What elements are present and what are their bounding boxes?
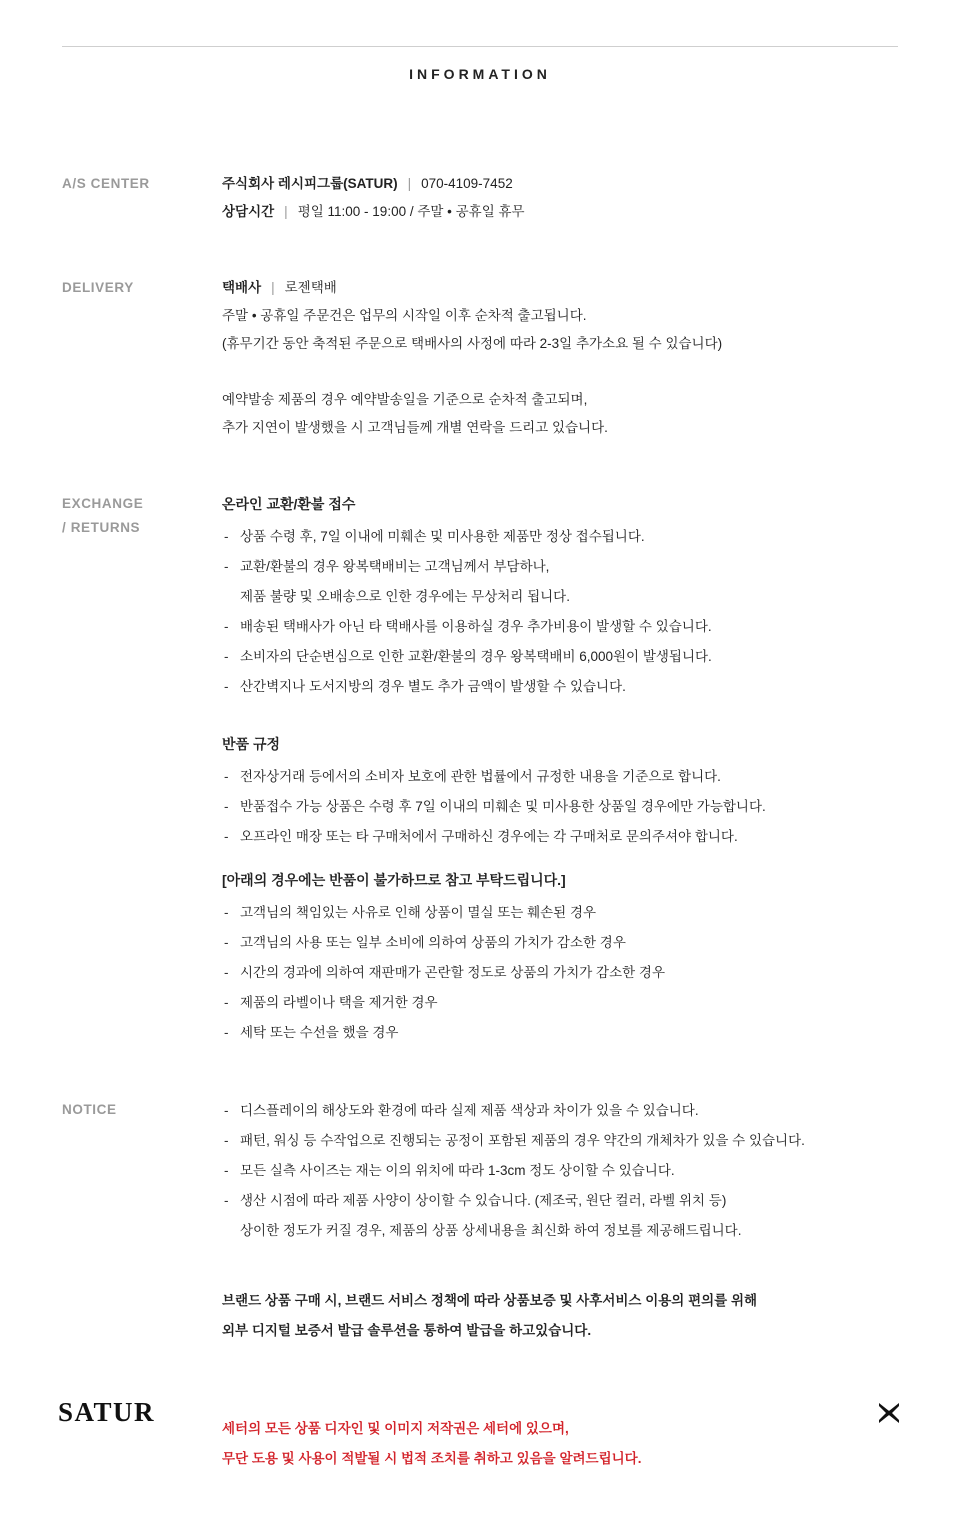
- list-item: [222, 1126, 880, 1156]
- as-center-company-line: [222, 170, 880, 198]
- brand-wordmark: SATUR: [58, 1397, 156, 1427]
- warranty-line-1: 브랜드 상품 구매 시, 브랜드 서비스 정책에 따라 상품보증 및 사후서비스 이용의 편의를 위해: [222, 1293, 758, 1308]
- list-item: [222, 522, 880, 552]
- notice-label-text: NOTICE: [62, 1102, 117, 1117]
- copyright-line-2: 무단 도용 및 사용이 적발될 시 법적 조치를 취하고 있음을 알려드립니다.: [222, 1451, 642, 1466]
- delivery-divider: |: [271, 280, 275, 295]
- exchange-label-line1: EXCHANGE: [62, 496, 144, 511]
- delivery-preorder-2: 추가 지연이 발생했을 시 고객님들께 개별 연락을 드리고 있습니다.: [222, 420, 608, 435]
- exchange-label-line2: / RETURNS: [62, 520, 141, 535]
- delivery-spacer: [222, 358, 880, 386]
- return-item-2: 반품접수 가능 상품은 수령 후 7일 이내의 미훼손 및 미사용한 상품일 경우에만 가능합니다.: [240, 799, 766, 814]
- return-policy-list: [222, 762, 880, 852]
- section-as-center: [0, 170, 960, 226]
- list-item: [222, 1096, 880, 1126]
- as-center-divider-2: |: [284, 204, 288, 219]
- online-refund-list: [222, 522, 880, 702]
- delivery-label-text: DELIVERY: [62, 280, 134, 295]
- impossible-item-2: 고객님의 사용 또는 일부 소비에 의하여 상품의 가치가 감소한 경우: [240, 935, 626, 950]
- page-footer: [0, 1378, 960, 1438]
- list-item: [222, 1186, 880, 1246]
- online-refund-heading: 온라인 교환/환불 접수: [222, 496, 356, 512]
- section-label-exchange-returns: [0, 490, 222, 540]
- notice-item-1: 디스플레이의 해상도와 환경에 따라 실제 제품 색상과 차이가 있을 수 있습니다.: [240, 1103, 699, 1118]
- as-center-hours-line: [222, 198, 880, 226]
- notice-item-4: 생산 시점에 따라 제품 사양이 상이할 수 있습니다. (제조국, 원단 컬러, 라벨 위치 등): [240, 1193, 727, 1208]
- list-item: [222, 988, 880, 1018]
- delivery-courier-label: 택배사: [222, 280, 262, 295]
- list-item: [222, 762, 880, 792]
- online-item-4: 소비자의 단순변심으로 인한 교환/환불의 경우 왕복택배비 6,000원이 발생됩니다.: [240, 649, 712, 664]
- list-item: [222, 928, 880, 958]
- list-item: [222, 822, 880, 852]
- list-item: [222, 552, 880, 612]
- impossible-item-4: 제품의 라벨이나 택을 제거한 경우: [240, 995, 438, 1010]
- satur-monogram-icon: [876, 1400, 902, 1426]
- section-body-delivery: [222, 274, 960, 442]
- online-item-5: 산간벽지나 도서지방의 경우 별도 추가 금액이 발생할 수 있습니다.: [240, 679, 626, 694]
- warranty-line-2: 외부 디지털 보증서 발급 솔루션을 통하여 발급을 하고있습니다.: [222, 1323, 592, 1338]
- return-impossible-heading: [아래의 경우에는 반품이 불가하므로 참고 부탁드립니다.]: [222, 872, 566, 888]
- page-title: INFORMATION: [409, 66, 551, 82]
- list-item: [222, 958, 880, 988]
- list-item: [222, 1156, 880, 1186]
- header-divider: [62, 46, 898, 47]
- as-center-hours-label: 상담시간: [222, 204, 275, 219]
- online-item-1: 상품 수령 후, 7일 이내에 미훼손 및 미사용한 제품만 정상 접수됩니다.: [240, 529, 645, 544]
- online-item-3: 배송된 택배사가 아닌 타 택배사를 이용하실 경우 추가비용이 발생할 수 있습니다.: [240, 619, 712, 634]
- return-impossible-list: [222, 898, 880, 1048]
- list-item: [222, 672, 880, 702]
- online-item-2: 교환/환불의 경우 왕복택배비는 고객님께서 부담하나,: [240, 559, 550, 574]
- as-center-divider-1: |: [407, 176, 412, 191]
- delivery-courier-line: [222, 274, 880, 302]
- notice-item-3: 모든 실측 사이즈는 재는 이의 위치에 따라 1-3cm 정도 상이할 수 있습니다.: [240, 1163, 675, 1178]
- delivery-preorder-1: 예약발송 제품의 경우 예약발송일을 기준으로 순차적 출고되며,: [222, 392, 588, 407]
- exchange-spacer-2: [222, 852, 880, 866]
- copyright-line-1: 세터의 모든 상품 디자인 및 이미지 저작권은 세터에 있으며,: [222, 1421, 569, 1436]
- delivery-courier-value: 로젠택배: [284, 280, 337, 295]
- warranty-note: [222, 1286, 880, 1346]
- section-label-as-center: [0, 170, 222, 196]
- delivery-note-1: 주말 • 공휴일 주문건은 업무의 시작일 이후 순차적 출고됩니다.: [222, 308, 587, 323]
- notice-spacer-1: [222, 1246, 880, 1286]
- list-item: [222, 898, 880, 928]
- list-item: [222, 1018, 880, 1048]
- notice-item-2: 패턴, 워싱 등 수작업으로 진행되는 공정이 포함된 제품의 경우 약간의 개체차가 있을 수 있습니다.: [240, 1133, 805, 1148]
- section-label-notice: [0, 1096, 222, 1122]
- exchange-spacer-1: [222, 702, 880, 730]
- information-content: [0, 170, 960, 1522]
- list-item: [222, 612, 880, 642]
- return-item-1: 전자상거래 등에서의 소비자 보호에 관한 법률에서 규정한 내용을 기준으로 합니다.: [240, 769, 721, 784]
- section-body-as-center: [222, 170, 960, 226]
- online-item-2-continued: 제품 불량 및 오배송으로 인한 경우에는 무상처리 됩니다.: [240, 589, 570, 604]
- as-center-label-text: A/S CENTER: [62, 176, 150, 191]
- notice-list: [222, 1096, 880, 1246]
- section-body-exchange-returns: [222, 490, 960, 1048]
- return-policy-heading: 반품 규정: [222, 736, 280, 752]
- delivery-note-2: (휴무기간 동안 축적된 주문으로 택배사의 사정에 따라 2-3일 추가소요 될 수 있습니다): [222, 336, 723, 351]
- as-center-phone: 070-4109-7452: [421, 176, 513, 191]
- section-delivery: [0, 274, 960, 442]
- section-exchange-returns: [0, 490, 960, 1048]
- section-label-delivery: [0, 274, 222, 300]
- impossible-item-3: 시간의 경과에 의하여 재판매가 곤란할 정도로 상품의 가치가 감소한 경우: [240, 965, 665, 980]
- impossible-item-1: 고객님의 책임있는 사유로 인해 상품이 멸실 또는 훼손된 경우: [240, 905, 597, 920]
- list-item: [222, 792, 880, 822]
- as-center-company: 주식회사 레시피그룹(SATUR): [222, 176, 398, 191]
- impossible-item-5: 세탁 또는 수선을 했을 경우: [240, 1025, 399, 1040]
- as-center-hours-value: 평일 11:00 - 19:00 / 주말 • 공휴일 휴무: [297, 204, 525, 219]
- list-item: [222, 642, 880, 672]
- return-item-3: 오프라인 매장 또는 타 구매처에서 구매하신 경우에는 각 구매처로 문의주셔야 합니다.: [240, 829, 738, 844]
- notice-item-4-continued: 상이한 정도가 커질 경우, 제품의 상품 상세내용을 최신화 하여 정보를 제공해드립니다.: [240, 1223, 742, 1238]
